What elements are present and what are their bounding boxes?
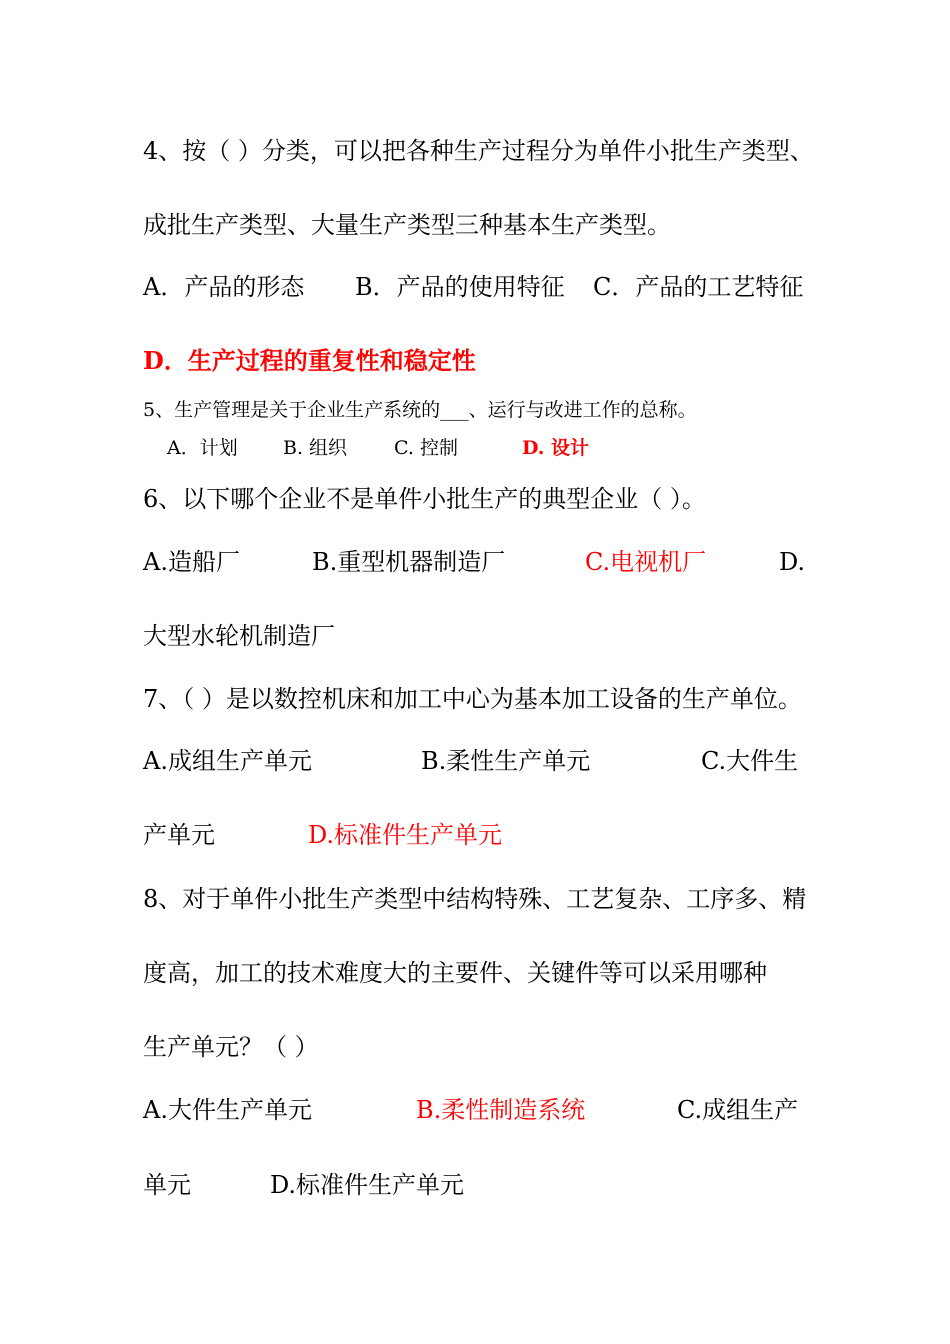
q7-option-c-part1: C.大件生: [701, 747, 799, 775]
q8-option-c-part2: 单元: [143, 1171, 191, 1199]
q7-option-b: B.柔性生产单元: [421, 747, 591, 775]
q8-option-b-answer: B.柔性制造系统: [416, 1096, 586, 1124]
q5-option-b: B. 组织: [283, 437, 348, 459]
q7-option-c-part2: 产单元: [143, 821, 215, 849]
q8-options-row-2: [143, 1170, 823, 1200]
q7-options-row-2: [143, 820, 823, 850]
q4-stem-line2: 成批生产类型、大量生产类型三种基本生产类型。: [143, 211, 671, 239]
q5-option-a: A．计划: [167, 437, 238, 459]
q5-options-row: [167, 436, 627, 460]
q8-option-c-part1: C.成组生产: [677, 1096, 799, 1124]
q8-stem-line1: 8、对于单件小批生产类型中结构特殊、工艺复杂、工序多、精: [143, 885, 807, 913]
q6-stem: 6、以下哪个企业不是单件小批生产的典型企业（ ）。: [143, 485, 706, 513]
q5-stem: 5、生产管理是关于企业生产系统的___、运行与改进工作的总称。: [143, 399, 697, 421]
q8-option-a: A.大件生产单元: [143, 1096, 312, 1124]
q4-option-d-answer: D．生产过程的重复性和稳定性: [143, 346, 476, 375]
q5-option-d-answer: D. 设计: [522, 437, 590, 459]
q4-stem-line1: 4、按（ ）分类，可以把各种生产过程分为单件小批生产类型、: [143, 137, 814, 165]
q6-option-a: A.造船厂: [143, 548, 240, 576]
q4-options-row: [143, 272, 823, 302]
q8-stem-line2: 度高，加工的技术难度大的主要件、关键件等可以采用哪种: [143, 959, 767, 987]
q8-options-row: [143, 1095, 823, 1125]
q7-option-d-answer: D.标准件生产单元: [308, 821, 503, 849]
q6-option-d-label: D.: [779, 548, 806, 576]
q7-option-a: A.成组生产单元: [143, 747, 312, 775]
q7-options-row: [143, 746, 823, 776]
q6-option-c-answer: C.电视机厂: [585, 548, 707, 576]
q7-stem: 7、（ ）是以数控机床和加工中心为基本加工设备的生产单位。: [143, 685, 802, 713]
q6-options-row: [143, 547, 823, 577]
q8-stem-line3: 生产单元？（ ）: [143, 1033, 319, 1061]
q8-option-d: D.标准件生产单元: [270, 1171, 465, 1199]
q4-option-a: A．产品的形态: [143, 273, 305, 301]
q5-option-c: C. 控制: [394, 437, 458, 459]
q4-option-b: B．产品的使用特征: [355, 273, 565, 301]
q6-option-d-text: 大型水轮机制造厂: [143, 622, 335, 650]
q4-option-c: C．产品的工艺特征: [593, 273, 804, 301]
q6-option-b: B.重型机器制造厂: [312, 548, 506, 576]
